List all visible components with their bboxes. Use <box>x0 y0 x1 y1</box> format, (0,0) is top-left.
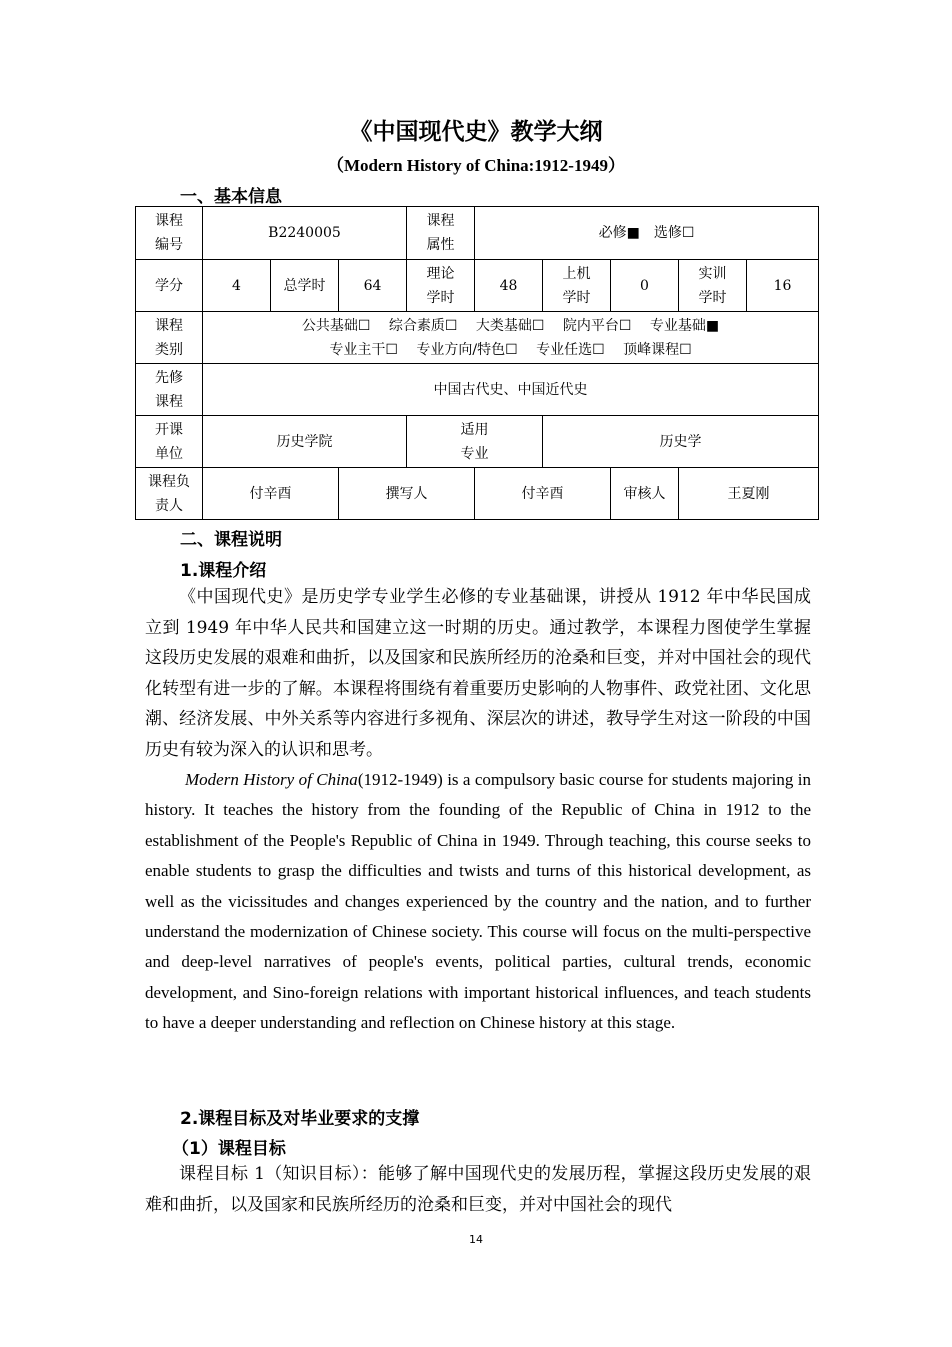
course-category <box>203 312 819 364</box>
theory-hours: 48 <box>475 260 543 312</box>
course-nature: 必修■ 选修☐ <box>475 207 819 260</box>
label-course-category: 课程 类别 <box>136 312 203 364</box>
label-department: 开课 单位 <box>136 416 203 468</box>
credit: 4 <box>203 260 271 312</box>
label-course-nature: 课程 属性 <box>407 207 475 260</box>
prerequisite: 中国古代史、中国近代史 <box>203 364 819 416</box>
label-course-leader: 课程负 责人 <box>136 468 203 520</box>
page-number: 14 <box>469 1233 483 1246</box>
section-heading-course-description: 二、课程说明 <box>180 530 282 550</box>
label-major: 适用 专业 <box>407 416 543 468</box>
basic-info-table <box>135 206 819 520</box>
total-hours: 64 <box>339 260 407 312</box>
label-practice-hours: 实训 学时 <box>679 260 747 312</box>
intro-english-title: Modern History of China <box>185 770 358 789</box>
label-computer-hours: 上机 学时 <box>543 260 611 312</box>
label-total-hours: 总学时 <box>271 260 339 312</box>
course-category-line1: 公共基础☐ 综合素质☐ 大类基础☐ 院内平台☐ 专业基础■ <box>301 317 720 334</box>
label-prerequisite: 先修 课程 <box>136 364 203 416</box>
goal-1: 课程目标 1（知识目标）：能够了解中国现代史的发展历程，掌握这段历史发展的艰难和曲折，以及国家和民族所经历的沧桑和巨变，并对中国社会的现代 <box>145 1164 811 1215</box>
label-writer: 撰写人 <box>339 468 475 520</box>
subheading-course-intro: 1.课程介绍 <box>180 561 267 581</box>
section-heading-basic-info: 一、基本信息 <box>180 187 282 207</box>
course-code: B2240005 <box>203 207 407 260</box>
label-theory-hours: 理论 学时 <box>407 260 475 312</box>
course-leader: 付辛酉 <box>203 468 339 520</box>
major: 历史学 <box>543 416 819 468</box>
intro-english <box>145 765 811 1039</box>
document-subtitle: （Modern History of China:1912-1949） <box>327 156 625 175</box>
writer: 付辛酉 <box>475 468 611 520</box>
subheading-course-goals: 2.课程目标及对毕业要求的支撑 <box>180 1109 420 1129</box>
reviewer: 王夏刚 <box>679 468 819 520</box>
document-title: 《中国现代史》教学大纲 <box>349 119 603 145</box>
practice-hours: 16 <box>747 260 819 312</box>
intro-chinese: 《中国现代史》是历史学专业学生必修的专业基础课，讲授从 1912 年中华民国成立到 1949 年中华人民共和国建立这一时期的历史。通过教学，本课程力图使学生掌握这段历史发展的艰难和曲折，以及国家和民族所经历的沧桑和巨变，并对中国社会的现代化转型有进一步的了解。本课程将围绕有着重要历史影响的人物事件、政党社团、文化思潮、经济发展、中外关系等内容进行多视角、深层次的讲述，教导学生对这一阶段的中国历史有较为深入的认识和思考。 <box>145 587 811 760</box>
computer-hours: 0 <box>611 260 679 312</box>
intro-english-body: (1912-1949) is a compulsory basic course for students majoring in history. It teaches the history from the founding of the Republic of China in 1912 to the establishment of the People's Republic of China in 1949. Through teaching, this course seeks to enable students to grasp the difficulties and twists and turns of this historical development, as well as the vicissitudes and changes experienced by the country and the nation, and to further understand the modernization of Chinese society. This course will focus on the multi-perspective and deep-level narratives of people's events, political parties, cultural trends, economic development, and Sino-foreign relations with important historical influences, and teach students to have a deeper understanding and reflection on Chinese history at this stage. <box>145 770 812 1033</box>
label-credit: 学分 <box>136 260 203 312</box>
department: 历史学院 <box>203 416 407 468</box>
label-reviewer: 审核人 <box>611 468 679 520</box>
subheading-goals-list: （1）课程目标 <box>172 1139 286 1159</box>
course-category-line2: 专业主干☐ 专业方向/特色☐ 专业任选☐ 顶峰课程☐ <box>329 341 692 358</box>
label-course-code: 课程 编号 <box>136 207 203 260</box>
